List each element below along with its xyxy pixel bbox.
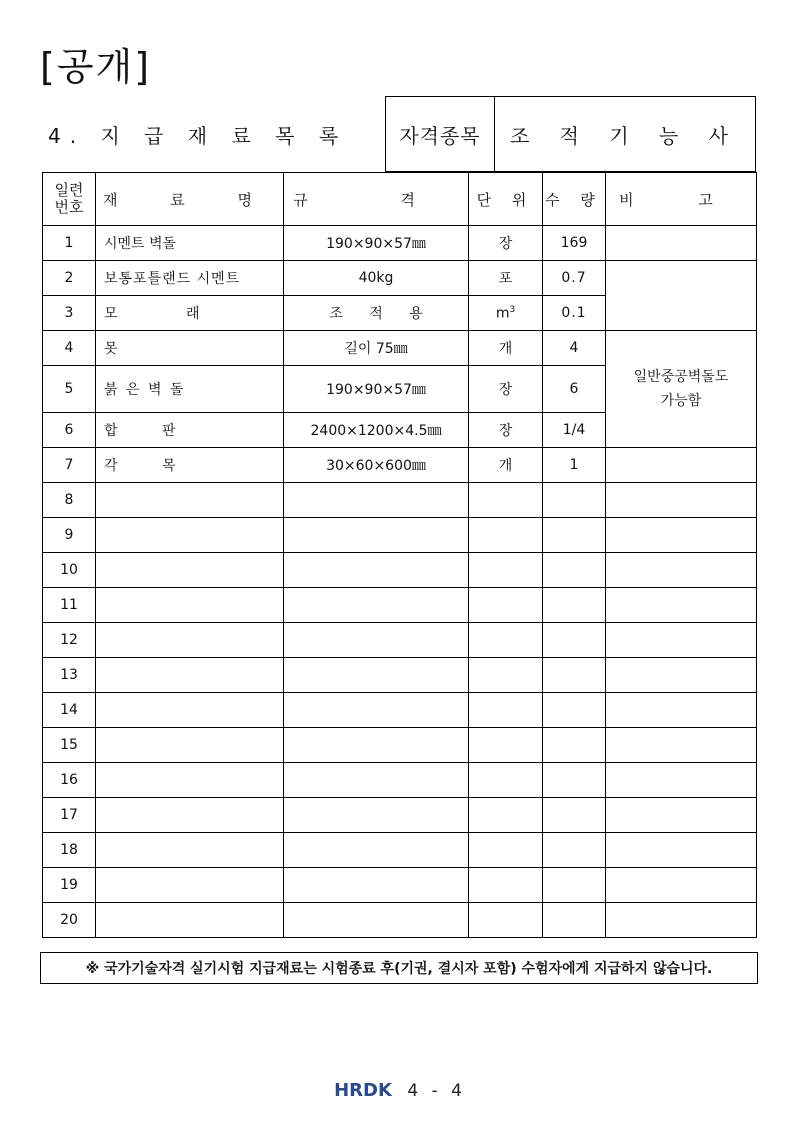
cell-note (606, 798, 757, 833)
cell-name (96, 588, 284, 623)
cell-name: 각 목 (96, 448, 284, 483)
note-line-2: 가능함 (660, 393, 702, 409)
table-row (43, 658, 757, 693)
table-row (43, 483, 757, 518)
cell-no: 17 (43, 798, 96, 833)
page-number: 4 - 4 (407, 1081, 466, 1101)
cell-unit (469, 728, 543, 763)
cell-no: 13 (43, 658, 96, 693)
cell-unit: 포 (469, 261, 543, 296)
cell-unit (469, 693, 543, 728)
qualification-label: 자격종목 (385, 97, 494, 172)
table-row (43, 261, 757, 296)
note-line-1: 일반중공벽돌도 (633, 369, 729, 385)
cell-note (606, 518, 757, 553)
table-header-row (43, 173, 757, 226)
cell-name (96, 623, 284, 658)
cell-name (96, 483, 284, 518)
cell-qty (543, 798, 606, 833)
page-label: [공개] (40, 45, 152, 89)
footnote: ※ 국가기술자격 실기시험 지급재료는 시험종료 후(기권, 결시자 포함) 수험자에게 지급하지 않습니다. (40, 952, 758, 984)
table-row (43, 623, 757, 658)
cell-name (96, 728, 284, 763)
cell-unit (469, 798, 543, 833)
cell-spec (284, 798, 469, 833)
cell-qty (543, 658, 606, 693)
column-header-no (43, 173, 96, 226)
column-header-no-line2: 번호 (54, 198, 84, 216)
cell-name (96, 833, 284, 868)
cell-note (606, 588, 757, 623)
cell-spec (284, 623, 469, 658)
table-row (43, 903, 757, 938)
table-row (43, 693, 757, 728)
cell-name: 못 (96, 331, 284, 366)
cell-spec (284, 483, 469, 518)
cell-note (606, 658, 757, 693)
cell-no: 9 (43, 518, 96, 553)
cell-spec: 2400×1200×4.5㎜ (284, 413, 469, 448)
cell-spec: 조 적 용 (284, 296, 469, 331)
cell-spec (284, 658, 469, 693)
materials-table (42, 172, 757, 938)
cell-name: 붉 은 벽 돌 (96, 366, 284, 413)
section-title: 4. 지 급 재 료 목 록 (48, 123, 348, 148)
cell-name: 보통포틀랜드 시멘트 (96, 261, 284, 296)
cell-note (606, 868, 757, 903)
cell-unit-base: m (495, 305, 510, 322)
cell-spec (284, 868, 469, 903)
cell-note (606, 553, 757, 588)
cell-unit: 장 (469, 226, 543, 261)
cell-qty (543, 728, 606, 763)
column-header-note: 비 고 (606, 173, 757, 226)
cell-note (606, 693, 757, 728)
table-row (43, 448, 757, 483)
cell-spec: 190×90×57㎜ (284, 226, 469, 261)
qualification-value: 조 적 기 능 사 (494, 97, 755, 172)
cell-note (606, 903, 757, 938)
cell-no: 6 (43, 413, 96, 448)
hrdk-logo: HRDK (334, 1080, 392, 1101)
cell-spec (284, 763, 469, 798)
cell-qty: 169 (543, 226, 606, 261)
cell-qty (543, 903, 606, 938)
cell-spec (284, 833, 469, 868)
cell-unit-sup: 3 (509, 304, 516, 315)
cell-no: 7 (43, 448, 96, 483)
cell-qty (543, 483, 606, 518)
cell-name (96, 518, 284, 553)
cell-unit: 장 (469, 413, 543, 448)
cell-name (96, 658, 284, 693)
cell-unit (469, 553, 543, 588)
cell-name: 합 판 (96, 413, 284, 448)
cell-unit (469, 833, 543, 868)
cell-name (96, 763, 284, 798)
cell-unit: 개 (469, 331, 543, 366)
cell-no: 19 (43, 868, 96, 903)
cell-qty (543, 588, 606, 623)
cell-unit (469, 658, 543, 693)
cell-name: 시멘트 벽돌 (96, 226, 284, 261)
cell-note (606, 331, 757, 448)
cell-spec: 40kg (284, 261, 469, 296)
cell-name: 모 래 (96, 296, 284, 331)
cell-no: 2 (43, 261, 96, 296)
cell-qty (543, 763, 606, 798)
cell-note (606, 833, 757, 868)
cell-unit (469, 483, 543, 518)
cell-qty: 1 (543, 448, 606, 483)
cell-spec (284, 588, 469, 623)
cell-qty (543, 693, 606, 728)
header-table (42, 96, 756, 172)
column-header-spec: 규 격 (284, 173, 469, 226)
cell-note (606, 448, 757, 483)
cell-qty: 0.1 (543, 296, 606, 331)
table-row (43, 728, 757, 763)
cell-spec (284, 728, 469, 763)
cell-unit (469, 518, 543, 553)
table-row (43, 833, 757, 868)
cell-spec: 190×90×57㎜ (284, 366, 469, 413)
table-row (43, 226, 757, 261)
cell-note (606, 728, 757, 763)
cell-note (606, 226, 757, 261)
footer (0, 1080, 800, 1101)
cell-qty (543, 518, 606, 553)
cell-qty (543, 553, 606, 588)
cell-unit (469, 903, 543, 938)
cell-unit (469, 623, 543, 658)
cell-qty: 0.7 (543, 261, 606, 296)
cell-unit: 장 (469, 366, 543, 413)
column-header-name: 재 료 명 (96, 173, 284, 226)
cell-spec (284, 518, 469, 553)
cell-no: 12 (43, 623, 96, 658)
cell-name (96, 903, 284, 938)
cell-spec (284, 693, 469, 728)
column-header-no-line1: 일련 (54, 181, 84, 199)
cell-no: 11 (43, 588, 96, 623)
cell-spec: 30×60×600㎜ (284, 448, 469, 483)
table-row (43, 868, 757, 903)
cell-spec (284, 553, 469, 588)
cell-no: 16 (43, 763, 96, 798)
table-row (43, 553, 757, 588)
cell-no: 1 (43, 226, 96, 261)
cell-no: 8 (43, 483, 96, 518)
table-row (43, 518, 757, 553)
cell-qty: 1/4 (543, 413, 606, 448)
table-row (43, 798, 757, 833)
cell-no: 3 (43, 296, 96, 331)
cell-no: 10 (43, 553, 96, 588)
column-header-unit: 단 위 (469, 173, 543, 226)
cell-qty (543, 868, 606, 903)
cell-name (96, 798, 284, 833)
cell-qty (543, 623, 606, 658)
cell-unit (469, 588, 543, 623)
cell-note (606, 483, 757, 518)
table-row (43, 763, 757, 798)
cell-no: 14 (43, 693, 96, 728)
cell-spec: 길이 75㎜ (284, 331, 469, 366)
cell-no: 4 (43, 331, 96, 366)
cell-qty: 4 (543, 331, 606, 366)
cell-spec (284, 903, 469, 938)
cell-note (606, 763, 757, 798)
cell-name (96, 553, 284, 588)
cell-no: 18 (43, 833, 96, 868)
cell-note (606, 623, 757, 658)
cell-no: 5 (43, 366, 96, 413)
cell-name (96, 693, 284, 728)
cell-no: 20 (43, 903, 96, 938)
cell-unit (469, 868, 543, 903)
cell-unit (469, 296, 543, 331)
cell-note (606, 261, 757, 331)
column-header-qty: 수 량 (543, 173, 606, 226)
table-row (43, 588, 757, 623)
cell-unit: 개 (469, 448, 543, 483)
cell-qty: 6 (543, 366, 606, 413)
cell-unit (469, 763, 543, 798)
table-row (43, 331, 757, 366)
cell-name (96, 868, 284, 903)
cell-qty (543, 833, 606, 868)
cell-no: 15 (43, 728, 96, 763)
